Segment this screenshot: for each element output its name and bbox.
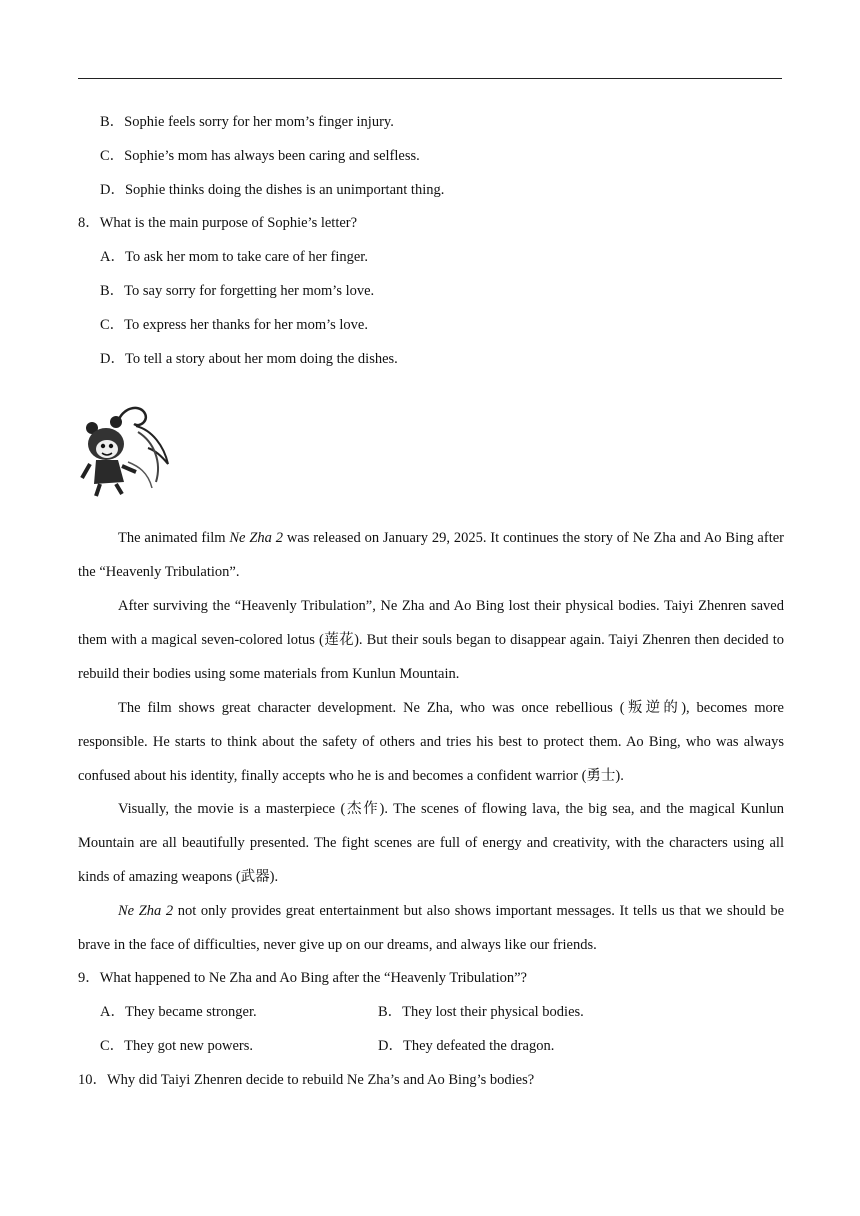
passage-paragraph-5 bbox=[78, 894, 784, 962]
film-title: Ne Zha 2 bbox=[118, 903, 174, 919]
q8-option-c: C．To express her thanks for her mom’s love. bbox=[100, 317, 368, 333]
film-title: Ne Zha 2 bbox=[229, 530, 283, 546]
q8-option-a: A．To ask her mom to take care of her finger. bbox=[100, 249, 368, 265]
q9-option-c: C．They got new powers. bbox=[100, 1038, 254, 1054]
p1-text-end: was released on January 29, 2025. It continues the story of Ne Zha and Ao Bing after the “Heavenly Tribulation”. bbox=[78, 530, 784, 580]
q7-option-c: C．Sophie’s mom has always been caring and selfless. bbox=[100, 148, 420, 164]
q7-option-d: D．Sophie thinks doing the dishes is an unimportant thing. bbox=[100, 182, 445, 198]
passage-paragraph-4: Visually, the movie is a masterpiece (杰作). The scenes of flowing lava, the big sea, and the magical Kunlun Mountain are all beautifully presented. The fight scenes are full of energy and creativity, with the characters using all kinds of amazing weapons (武器). bbox=[78, 801, 784, 885]
p5-text: not only provides great entertainment but also shows important messages. It tells us that we should be brave in the face of difficulties, never give up on our dreams, and always like our friends. bbox=[78, 903, 785, 953]
q9-option-d: D．They defeated the dragon. bbox=[378, 1038, 555, 1054]
q9-stem: 9．What happened to Ne Zha and Ao Bing after the “Heavenly Tribulation”? bbox=[78, 970, 527, 986]
header-rule bbox=[78, 78, 782, 79]
passage-paragraph-3: The film shows great character development. Ne Zha, who was once rebellious (叛逆的), becomes more responsible. He starts to think about the safety of others and tries his best to protect them. Ao Bing, who was always confused about his identity, finally accepts who he is and becomes a confident warrior (勇士). bbox=[78, 700, 784, 784]
q10-stem: 10．Why did Taiyi Zhenren decide to rebuild Ne Zha’s and Ao Bing’s bodies? bbox=[78, 1072, 535, 1088]
q9-option-a: A．They became stronger. bbox=[100, 1004, 257, 1020]
ne-zha-illustration bbox=[78, 402, 174, 498]
q8-stem: 8．What is the main purpose of Sophie’s letter? bbox=[78, 215, 358, 231]
passage-paragraph-2: After surviving the “Heavenly Tribulation”, Ne Zha and Ao Bing lost their physical bodies. Taiyi Zhenren saved them with a magical seven-colored lotus (莲花). But their souls began to disappear again. Taiyi Zhenren then decided to rebuild their bodies using some materials from Kunlun Mountain. bbox=[78, 598, 784, 682]
q8-option-b: B．To say sorry for forgetting her mom’s love. bbox=[100, 283, 375, 299]
q8-option-d: D．To tell a story about her mom doing the dishes. bbox=[100, 351, 398, 367]
passage-paragraph-1 bbox=[78, 521, 784, 589]
q7-option-b: B．Sophie feels sorry for her mom’s finger injury. bbox=[100, 114, 394, 130]
p1-text-start: The animated film bbox=[118, 530, 230, 546]
q9-option-b: B．They lost their physical bodies. bbox=[378, 1004, 584, 1020]
